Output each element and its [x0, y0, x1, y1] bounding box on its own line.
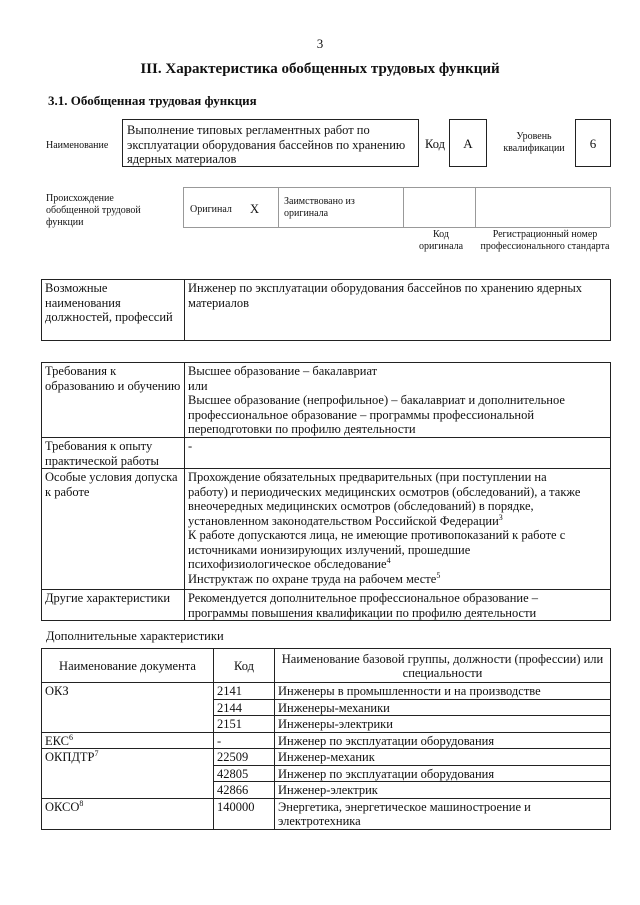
function-name-value: Выполнение типовых регламентных работ по эксплуатации оборудования бассейнов по хранению ядерных материалов — [127, 123, 406, 166]
col-code-header: Код — [214, 649, 275, 683]
code-cell: 140000 — [214, 798, 275, 829]
code-cell: - — [214, 732, 275, 749]
col-doc-header: Наименование документа — [42, 649, 214, 683]
conditions-line — [188, 514, 607, 529]
other-line: программы повышения квалификации по профилю деятельности — [188, 605, 537, 620]
level-value: 6 — [589, 136, 597, 151]
footnote-ref: 3 — [498, 512, 503, 522]
code-cell: 42805 — [214, 765, 275, 782]
name-cell: Инженеры в промышленности и на производстве — [275, 683, 611, 700]
code-cell: 2144 — [214, 699, 275, 716]
positions-value: Инженер по эксплуатации оборудования бассейнов по хранению ядерных материалов — [185, 280, 611, 341]
name-cell: Инженеры-электрики — [275, 716, 611, 733]
level-label: Уровень квалификации — [503, 131, 565, 154]
code-value: А — [463, 136, 473, 151]
conditions-line: внеочередных медицинских осмотров (обследований) в порядке, — [188, 499, 534, 513]
additional-table — [41, 648, 611, 830]
other-line: Рекомендуется дополнительное профессиональное образование – — [188, 591, 539, 605]
page-number: 3 — [316, 36, 324, 51]
footnote-ref: 4 — [386, 555, 391, 565]
doc-cell — [42, 749, 214, 799]
positions-label: Возможные наименования должностей, профессий — [42, 280, 185, 341]
name-cell: Инженер по эксплуатации оборудования — [275, 765, 611, 782]
footnote-ref: 5 — [436, 570, 441, 580]
function-name-box — [122, 119, 419, 167]
reg-number-label: Регистрационный номер профессионального стандарта — [480, 229, 610, 252]
education-label: Требования к образованию и обучению — [42, 363, 185, 438]
col-name-header: Наименование базовой группы, должности (профессии) или специальности — [275, 649, 611, 683]
doc-cell — [42, 683, 214, 733]
original-label: Оригинал — [190, 204, 232, 215]
level-box — [575, 119, 611, 167]
conditions-value — [185, 469, 611, 590]
other-value — [185, 590, 611, 621]
education-line: или — [188, 378, 208, 393]
experience-label: Требования к опыту практической работы — [42, 438, 185, 469]
doc-name: ЕКС — [45, 733, 69, 748]
doc-name: ОКЗ — [45, 684, 69, 698]
original-mark: X — [250, 202, 260, 216]
footnote-ref: 6 — [69, 732, 73, 742]
code-box — [449, 119, 487, 167]
doc-cell — [42, 732, 214, 749]
education-line: Высшее образование (непрофильное) – бакалавриат и дополнительное — [188, 393, 565, 407]
education-line: Высшее образование – бакалавриат — [188, 364, 378, 378]
name-cell: Инженер-механик — [275, 749, 611, 766]
additional-title: Дополнительные характеристики — [46, 629, 224, 643]
doc-name: ОКСО — [45, 799, 80, 814]
code-original-label: Код оригинала — [418, 229, 464, 252]
experience-value: - — [185, 438, 611, 469]
code-cell: 2151 — [214, 716, 275, 733]
footnote-ref: 8 — [79, 798, 84, 808]
conditions-line: К работе допускаются лица, не имеющие противопоказаний к работе с — [188, 528, 566, 542]
origin-label: Происхождение обобщенной трудовой функции — [46, 193, 141, 228]
positions-table — [41, 279, 611, 341]
name-cell: Энергетика, энергетическое машиностроение и электротехника — [275, 798, 611, 829]
name-cell: Инженер-электрик — [275, 782, 611, 799]
conditions-label: Особые условия допуска к работе — [42, 469, 185, 590]
code-label: Код — [425, 137, 445, 151]
doc-cell — [42, 798, 214, 829]
name-label: Наименование — [46, 140, 109, 151]
subsection-title: 3.1. Обобщенная трудовая функция — [48, 93, 257, 108]
doc-name: ОКПДТР — [45, 750, 95, 764]
section-title: III. Характеристика обобщенных трудовых функций — [140, 61, 500, 77]
other-label: Другие характеристики — [42, 590, 185, 621]
name-cell: Инженеры-механики — [275, 699, 611, 716]
conditions-line — [188, 572, 607, 587]
requirements-table — [41, 362, 611, 621]
education-line: переподготовки по профилю деятельности — [188, 422, 416, 436]
conditions-line: источниками ионизирующих излучений, прошедшие — [188, 542, 471, 557]
conditions-line: Прохождение обязательных предварительных (при поступлении на — [188, 470, 547, 484]
education-line: профессиональное образование – программы профессиональной — [188, 407, 535, 422]
conditions-text: Инструктаж по охране труда на рабочем месте — [188, 571, 437, 586]
code-cell: 42866 — [214, 782, 275, 799]
code-cell: 22509 — [214, 749, 275, 766]
footnote-ref: 7 — [94, 748, 99, 758]
code-cell: 2141 — [214, 683, 275, 700]
education-value — [185, 363, 611, 438]
conditions-text: психофизиологическое обследование — [188, 557, 387, 571]
conditions-line: работу) и периодических медицинских осмотров (обследований), а также — [188, 484, 581, 499]
conditions-line — [188, 557, 607, 572]
conditions-text: установленном законодательством Российской Федерации — [188, 513, 499, 528]
borrowed-label: Заимствовано из оригинала — [284, 196, 355, 219]
name-cell: Инженер по эксплуатации оборудования — [275, 732, 611, 749]
